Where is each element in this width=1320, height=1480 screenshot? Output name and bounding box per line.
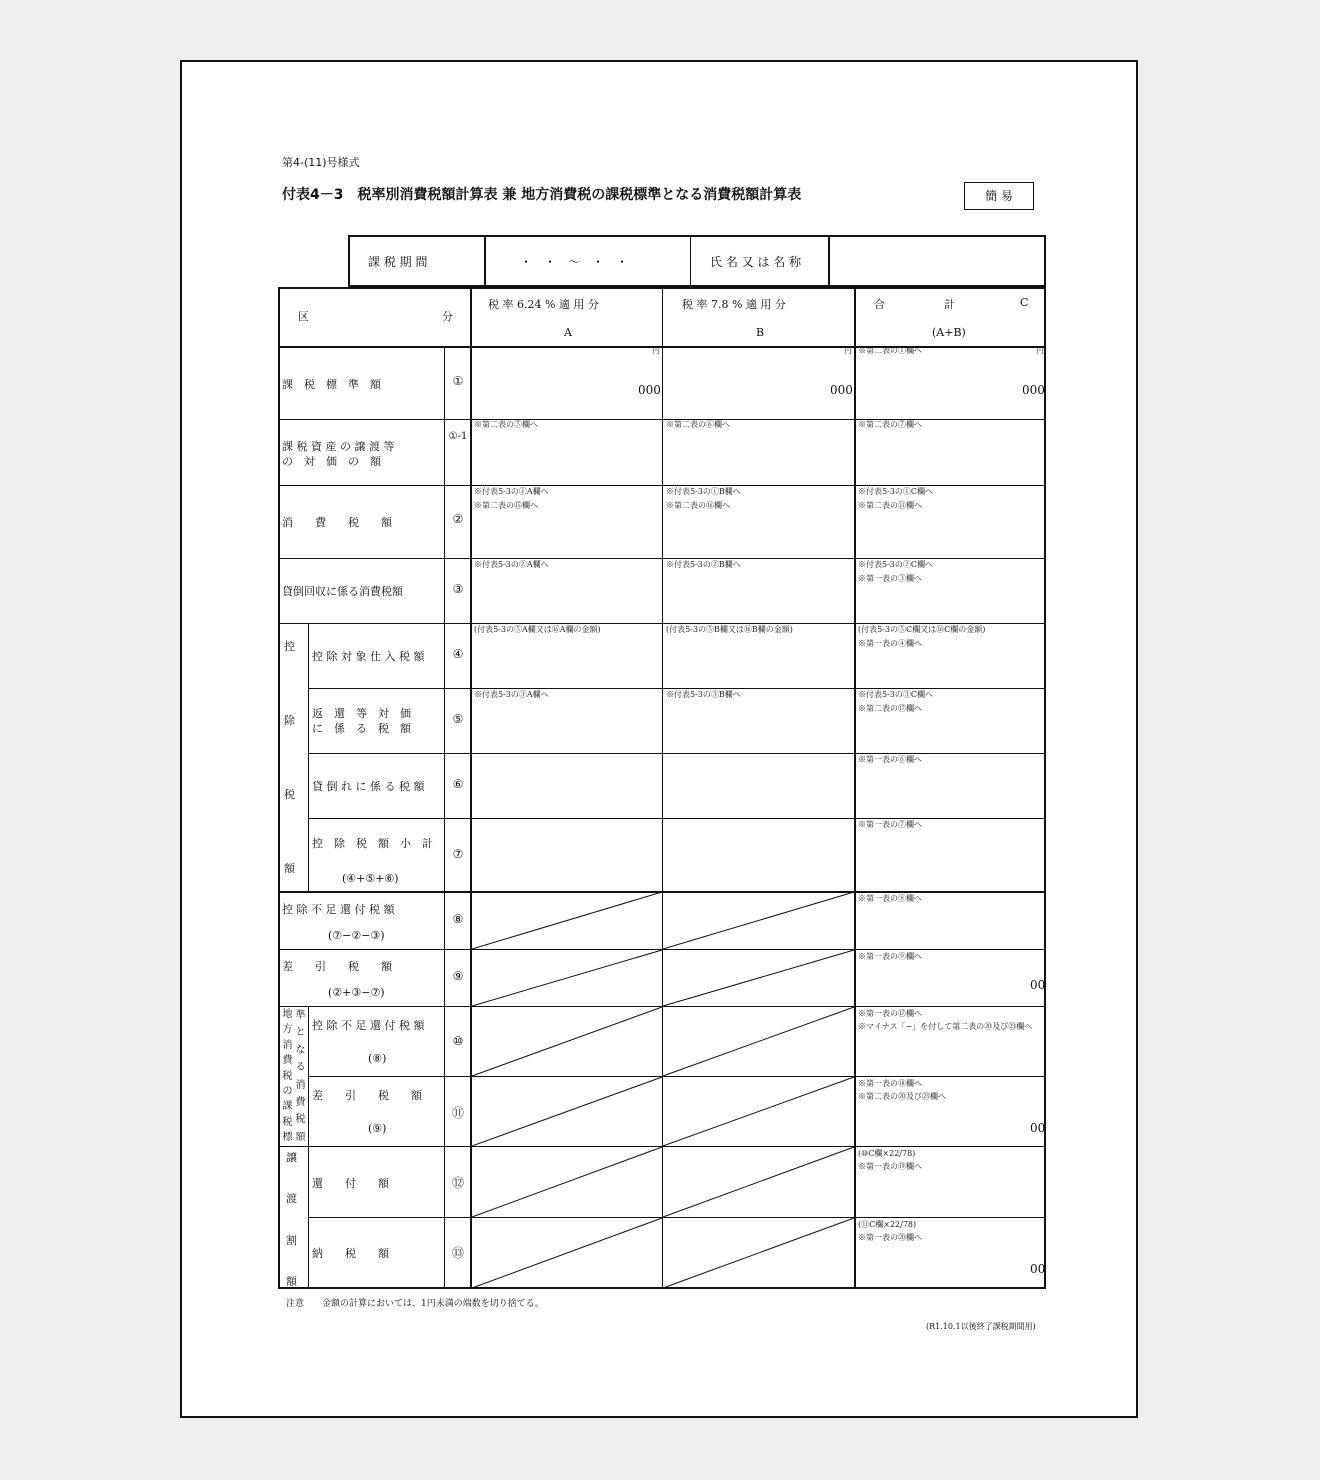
- group-chiho-char: と: [295, 1027, 306, 1039]
- row3-note-b: ※付表5-3の②B欄へ: [666, 560, 741, 569]
- row8-number: ⑧: [452, 912, 464, 926]
- diagonal-slashes: [182, 62, 1140, 1420]
- row4-number: ④: [452, 647, 464, 661]
- group-chiho-char: 課: [282, 1101, 293, 1113]
- row13-note-c2: ※第一表の⑳欄へ: [858, 1233, 922, 1242]
- group-kojo-4: 額: [284, 862, 295, 875]
- row2-note-b1: ※付表5-3の①B欄へ: [666, 487, 741, 496]
- row13-label: 納 税 額: [312, 1247, 389, 1260]
- row12-note-c1: (⑩C欄×22/78): [858, 1149, 916, 1158]
- row10-note-c1: ※第一表の⑰欄へ: [858, 1009, 922, 1018]
- group-chiho-char: 費: [295, 1097, 306, 1109]
- row3-note-a: ※付表5-3の②A欄へ: [474, 560, 549, 569]
- row7-label-1: 控 除 税 額 小 計: [312, 837, 433, 850]
- row9-label-2: (②+③−⑦): [328, 986, 385, 999]
- group-chiho-char: 消: [295, 1079, 306, 1091]
- footer-note: 金額の計算においては、1円未満の端数を切り捨てる。: [322, 1299, 544, 1309]
- row6-note-c: ※第一表の⑥欄へ: [858, 755, 922, 764]
- row9-number: ⑨: [452, 969, 464, 983]
- footer-right: (R1.10.1以後終了課税期間用): [926, 1322, 1036, 1331]
- group-chiho-char: 消: [282, 1039, 293, 1051]
- col-a-header: 税 率 6.24 % 適 用 分: [488, 298, 599, 311]
- form-number: 第4-(11)号様式: [282, 156, 360, 169]
- row1-1-note-c: ※第二表の⑦欄へ: [858, 420, 922, 429]
- row4-note-a: (付表5-3の⑤A欄又は⑯A欄の金額): [474, 625, 601, 634]
- row4-label: 控 除 対 象 仕 入 税 額: [312, 650, 425, 663]
- group-kojo-2: 除: [284, 714, 295, 727]
- simple-badge: 簡 易: [964, 182, 1034, 210]
- row11-number: ⑪: [451, 1106, 464, 1120]
- footer-note-label: 注意: [286, 1299, 305, 1309]
- row13-note-c1: (⑪C欄×22/78): [858, 1220, 917, 1229]
- row1-1-label-2: の 対 価 の 額: [282, 455, 381, 468]
- row3-note-c2: ※第一表の③欄へ: [858, 574, 922, 583]
- col-c-sum: (A+B): [932, 326, 966, 339]
- row9-note-c: ※第一表の⑨欄へ: [858, 952, 922, 961]
- row6-label: 貸 倒 れ に 係 る 税 額: [312, 780, 425, 793]
- group-chiho-char: 税: [282, 1116, 293, 1128]
- col-c-header-b: 計: [944, 298, 955, 311]
- col-c-header-a: 合: [874, 298, 885, 311]
- group-kojo-1: 控: [284, 640, 295, 653]
- group-chiho-col-2: [294, 1007, 307, 1146]
- row13-number: ⑬: [451, 1246, 464, 1260]
- row5-note-a: ※付表5-3の③A欄へ: [474, 690, 549, 699]
- row9-value-c[interactable]: 00: [1030, 978, 1046, 992]
- row1-yen-c: 円: [1036, 346, 1044, 355]
- row2-note-b2: ※第二表の⑯欄へ: [666, 501, 730, 510]
- group-chiho-char: 額: [295, 1131, 306, 1143]
- row11-label-1: 差 引 税 額: [312, 1089, 422, 1102]
- group-chiho-char: 方: [282, 1024, 293, 1036]
- col-c-header-c: C: [1020, 296, 1029, 309]
- row6-number: ⑥: [452, 777, 464, 791]
- form-sheet: [180, 60, 1138, 1418]
- name-label: 氏 名 又 は 名 称: [710, 255, 802, 269]
- period-value[interactable]: ・ ・ ～ ・ ・: [520, 255, 629, 269]
- row2-note-a1: ※付表5-3の①A欄へ: [474, 487, 549, 496]
- row11-value-c[interactable]: 00: [1030, 1121, 1046, 1135]
- row5-note-c2: ※第二表の⑰欄へ: [858, 704, 922, 713]
- row3-number: ③: [452, 582, 464, 596]
- row1-yen-a: 円: [652, 346, 660, 355]
- row1-yen-b: 円: [844, 346, 852, 355]
- row1-1-note-a: ※第二表の⑤欄へ: [474, 420, 538, 429]
- row3-note-c1: ※付表5-3の②C欄へ: [858, 560, 934, 569]
- row11-label-2: (⑨): [368, 1122, 387, 1135]
- row5-note-b: ※付表5-3の③B欄へ: [666, 690, 741, 699]
- group-chiho-char: る: [295, 1062, 306, 1074]
- row12-note-c2: ※第一表の⑲欄へ: [858, 1162, 922, 1171]
- row3-label: 貸倒回収に係る消費税額: [282, 585, 403, 598]
- row11-note-c2: ※第二表の⑳及び㉓欄へ: [858, 1092, 946, 1101]
- group-joto-4: 額: [286, 1275, 297, 1288]
- col-a-letter: A: [564, 326, 572, 339]
- row1-1-note-b: ※第二表の⑥欄へ: [666, 420, 730, 429]
- row1-value-b[interactable]: 000: [830, 383, 853, 397]
- group-kojo-3: 税: [284, 788, 295, 801]
- group-chiho-char: の: [282, 1086, 293, 1098]
- row5-label-2: に 係 る 税 額: [312, 722, 411, 735]
- row12-label: 還 付 額: [312, 1177, 389, 1190]
- page-title: 付表4－3 税率別消費税額計算表 兼 地方消費税の課税標準となる消費税額計算表: [282, 187, 802, 203]
- row13-value-c[interactable]: 00: [1030, 1262, 1046, 1276]
- row5-label-1: 返 還 等 対 価: [312, 707, 411, 720]
- row2-note-c2: ※第二表の⑪欄へ: [858, 501, 922, 510]
- group-chiho-char: 税: [282, 1070, 293, 1082]
- row7-note-c: ※第一表の⑦欄へ: [858, 820, 922, 829]
- row7-label-2: (④+⑤+⑥): [342, 872, 399, 885]
- group-chiho-char: 準: [295, 1010, 306, 1021]
- row10-number: ⑩: [452, 1034, 464, 1048]
- col-b-header: 税 率 7.8 % 適 用 分: [682, 298, 786, 311]
- kubun-label-2: 分: [442, 310, 453, 323]
- row1-value-c[interactable]: 000: [1022, 383, 1045, 397]
- row4-note-c2: ※第一表の④欄へ: [858, 639, 922, 648]
- row4-note-b: (付表5-3の⑤B欄又は⑯B欄の金額): [666, 625, 793, 634]
- kubun-label: 区: [298, 310, 309, 323]
- group-chiho-char: 地: [282, 1009, 293, 1020]
- period-label: 課 税 期 間: [368, 255, 428, 269]
- row1-value-a[interactable]: 000: [638, 383, 661, 397]
- row2-label: 消 費 税 額: [282, 516, 392, 529]
- group-chiho-char: 税: [295, 1114, 306, 1126]
- row8-note-c: ※第一表の⑧欄へ: [858, 894, 922, 903]
- row7-number: ⑦: [452, 847, 464, 861]
- row2-note-a2: ※第二表の⑮欄へ: [474, 501, 538, 510]
- row10-label-1: 控 除 不 足 還 付 税 額: [312, 1019, 425, 1032]
- row1-number: ①: [452, 374, 464, 388]
- row11-note-c1: ※第一表の⑱欄へ: [858, 1079, 922, 1088]
- row8-label-1: 控 除 不 足 還 付 税 額: [282, 903, 395, 916]
- row2-number: ②: [452, 512, 464, 526]
- group-chiho-char: な: [295, 1044, 306, 1056]
- group-joto-3: 割: [286, 1234, 297, 1247]
- group-chiho-char: 費: [282, 1055, 293, 1067]
- row12-number: ⑫: [451, 1176, 464, 1190]
- row1-note-c: ※第二表の①欄へ: [858, 346, 922, 355]
- row10-note-c2: ※マイナス「−」を付して第二表の⑳及び㉓欄へ: [858, 1022, 1033, 1031]
- col-b-letter: B: [756, 326, 765, 339]
- row5-number: ⑤: [452, 712, 464, 726]
- row9-label-1: 差 引 税 額: [282, 960, 392, 973]
- row10-label-2: (⑧): [368, 1052, 387, 1065]
- row1-label: 課 税 標 準 額: [282, 378, 381, 391]
- row8-label-2: (⑦−②−③): [328, 929, 385, 942]
- group-chiho-col-1: [281, 1007, 294, 1146]
- row5-note-c1: ※付表5-3の③C欄へ: [858, 690, 934, 699]
- row1-1-number: ①-1: [448, 431, 468, 442]
- row4-note-c1: (付表5-3の⑤C欄又は⑯C欄の金額): [858, 625, 986, 634]
- group-joto-1: 譲: [286, 1151, 297, 1164]
- group-joto-2: 渡: [286, 1192, 297, 1205]
- group-chiho-char: 標: [282, 1132, 293, 1144]
- row2-note-c1: ※付表5-3の①C欄へ: [858, 487, 934, 496]
- row1-1-label-1: 課 税 資 産 の 譲 渡 等: [282, 440, 395, 453]
